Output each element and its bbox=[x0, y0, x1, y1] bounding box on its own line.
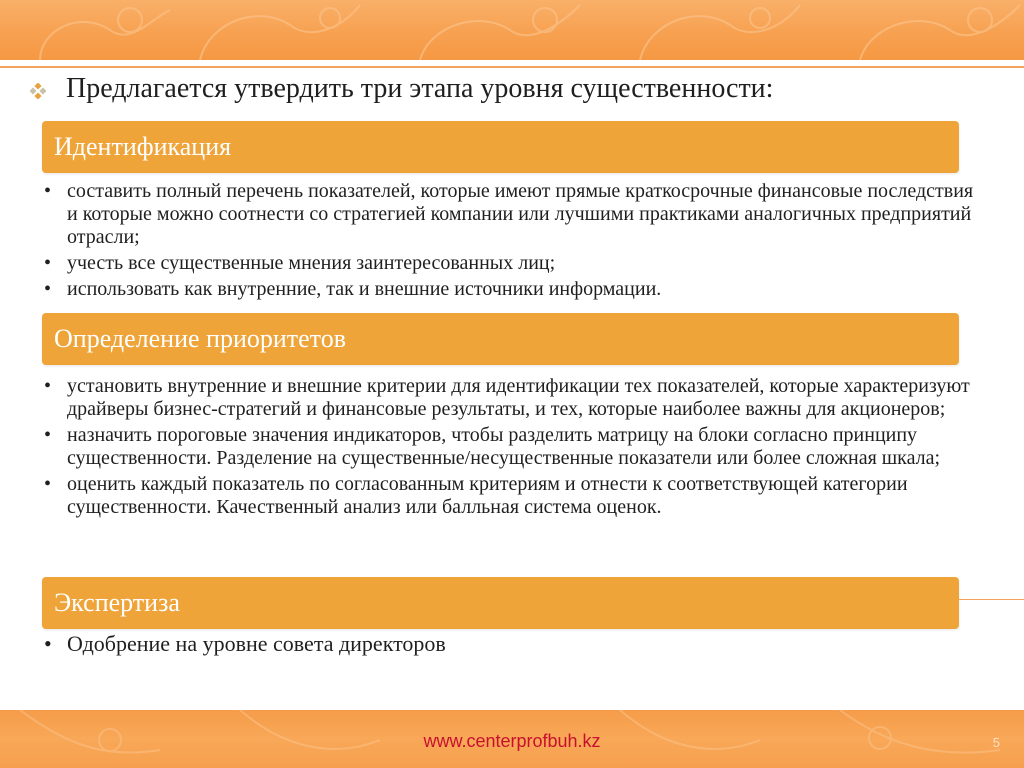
bullet-dot-icon: • bbox=[44, 252, 52, 274]
diamond-bullet-icon bbox=[30, 83, 46, 99]
bullet-text: составить полный перечень показателей, которые имеют прямые краткосрочные финансовые последствия и которые можно соотнести со стратегией компании или лучшими практиками аналогичных предприятий отрасли; bbox=[67, 180, 974, 248]
list-item bbox=[42, 631, 982, 657]
list-item bbox=[42, 424, 982, 470]
section-title: Идентификация bbox=[54, 132, 232, 161]
section-header-prioritization bbox=[42, 313, 959, 365]
bullet-dot-icon: • bbox=[44, 375, 52, 397]
section-title: Экспертиза bbox=[54, 588, 180, 617]
list-item bbox=[42, 278, 982, 301]
bullet-dot-icon: • bbox=[44, 278, 52, 300]
bullet-text: назначить пороговые значения индикаторов, чтобы разделить матрицу на блоки согласно принципу существенности. Разделение на существенные/несущественные показатели или более сложная шкала; bbox=[67, 424, 941, 469]
bullet-dot-icon: • bbox=[44, 631, 52, 656]
list-item bbox=[42, 252, 982, 275]
bullet-text: учесть все существенные мнения заинтересованных лиц; bbox=[67, 252, 556, 274]
section-bullets-identification bbox=[42, 180, 982, 304]
slide-heading bbox=[30, 70, 990, 108]
page-number: 5 bbox=[992, 735, 1000, 750]
list-item bbox=[42, 375, 982, 421]
top-divider-line bbox=[0, 66, 1024, 68]
bullet-text: Одобрение на уровне совета директоров bbox=[67, 631, 446, 656]
bullet-text: оценить каждый показатель по согласованным критериям и отнести к соответствующей категории существенности. Качественный анализ или балльная система оценок. bbox=[67, 473, 908, 518]
top-decorative-band bbox=[0, 0, 1024, 60]
bullet-dot-icon: • bbox=[44, 180, 52, 202]
bullet-text: использовать как внутренние, так и внешние источники информации. bbox=[67, 278, 662, 300]
side-divider-line bbox=[959, 599, 1024, 600]
footer-website-link[interactable]: www.centerprofbuh.kz bbox=[423, 731, 601, 751]
section-bullets-prioritization bbox=[42, 375, 982, 522]
section-bullets-expertise bbox=[42, 631, 982, 660]
list-item bbox=[42, 180, 982, 249]
ornament-pattern-icon bbox=[0, 0, 1024, 60]
bullet-dot-icon: • bbox=[44, 473, 52, 495]
section-header-identification bbox=[42, 121, 959, 173]
slide-title: Предлагается утвердить три этапа уровня существенности: bbox=[66, 73, 774, 104]
list-item bbox=[42, 473, 982, 519]
section-title: Определение приоритетов bbox=[54, 324, 346, 353]
bullet-dot-icon: • bbox=[44, 424, 52, 446]
bullet-text: установить внутренние и внешние критерии для идентификации тех показателей, которые характеризуют драйверы бизнес-стратегий и финансовые результаты, и тех, которые наиболее важны для акционеров; bbox=[67, 375, 970, 420]
section-header-expertise bbox=[42, 577, 959, 629]
